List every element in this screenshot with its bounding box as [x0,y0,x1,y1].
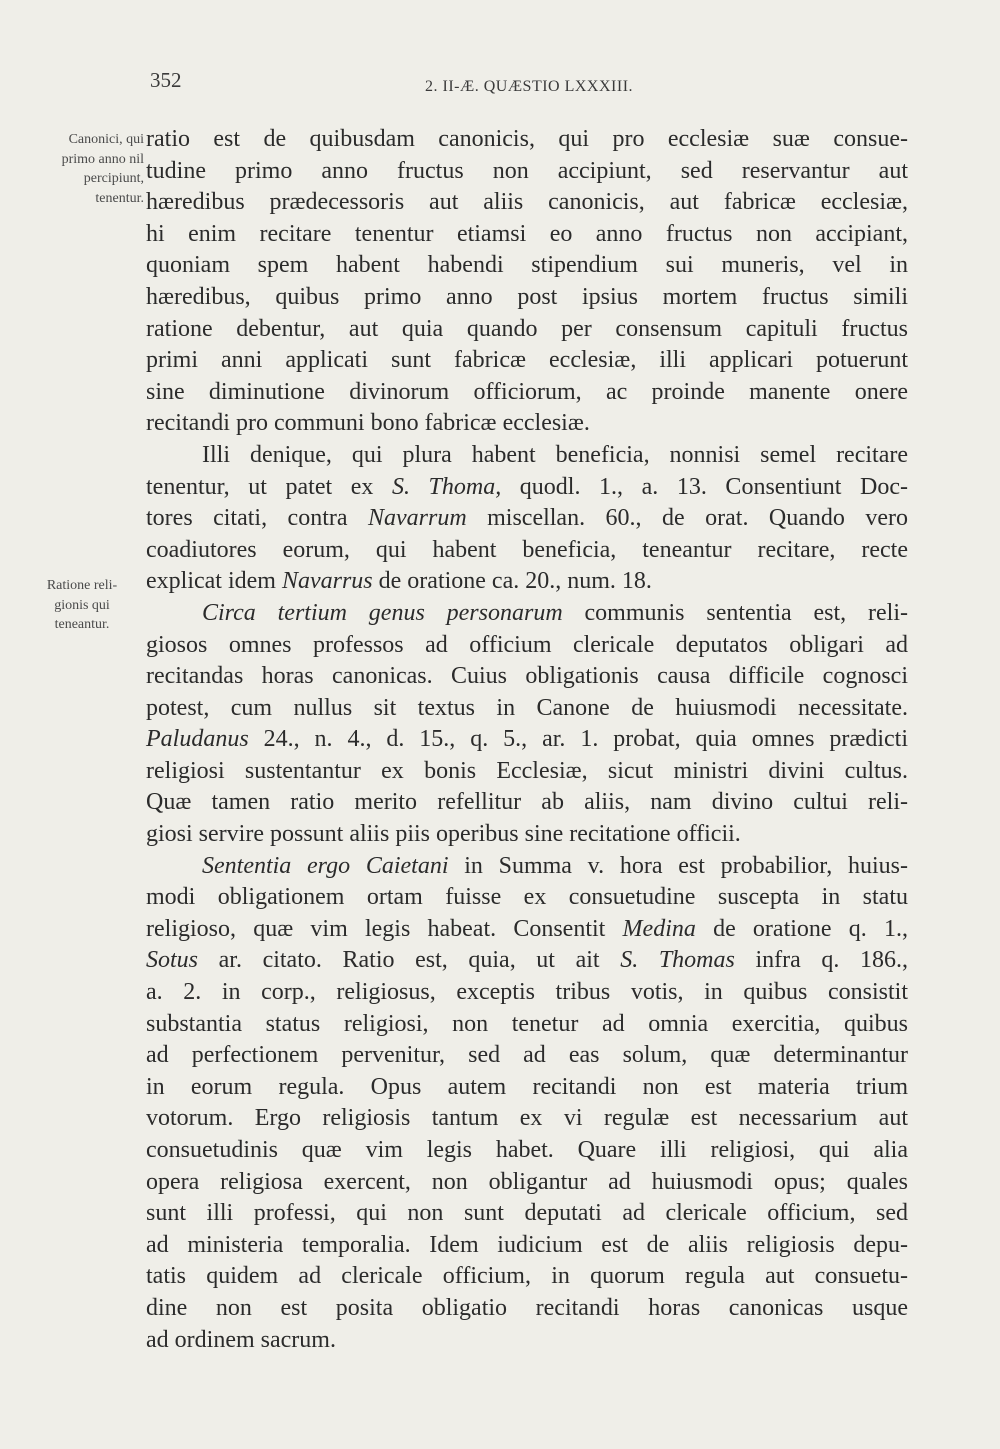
text-segment: a. 2. in corp., religiosus, exceptis tribus votis, in quibus consistit [146,979,908,1006]
text-line [146,1167,908,1199]
italic-text: S. Thomas [620,947,735,974]
text-segment: modi obligationem ortam fuisse ex consuetudine suscepta in statu [146,884,908,911]
text-segment: quoniam spem habent habendi stipendium sui muneris, vel in [146,252,908,279]
text-line [146,566,908,598]
text-segment: communis sententia est, reli- [562,599,908,626]
text-segment: consuetudinis quæ vim legis habet. Quare illi religiosi, qui alia [146,1137,908,1163]
text-line [146,187,908,219]
text-segment: coadiutores eorum, qui habent beneficia, teneantur recitare, recte [146,536,908,563]
text-segment: ad ministeria temporalia. Idem iudicium est de aliis religiosis depu- [146,1231,908,1258]
text-line [146,851,908,883]
text-segment: in eorum regula. Opus autem recitandi non est materia trium [146,1073,908,1100]
text-segment: sunt illi professi, qui non sunt deputati ad clericale officium, sed [146,1200,908,1227]
text-line [146,345,908,377]
text-segment: 24., n. 4., d. 15., q. 5., ar. 1. probat, quia omnes prædicti [248,726,908,753]
text-segment: ad perfectionem pervenitur, sed ad eas solum, quæ determinantur [146,1042,908,1069]
text-segment: de oratione ca. 20., num. 18. [372,568,652,595]
text-line [146,377,908,409]
text-line [146,693,908,725]
text-segment: ratione debentur, aut quia quando per consensum capituli fructus [146,315,908,342]
text-segment: religiosi sustentantur ex bonis Ecclesiæ, sicut ministri divini cultus. [146,757,908,784]
text-line [146,1325,908,1357]
margin-note-line: Ratione reli- [46,578,118,593]
body-text [146,124,908,1356]
text-segment: recitandi pro communi bono fabricæ ecclesiæ. [146,410,590,437]
text-segment: recitandas horas canonicas. Cuius obligationis causa difficile cognosci [146,663,908,690]
italic-text: Navarrum [367,505,467,532]
text-line [146,535,908,567]
text-segment: ar. citato. Ratio est, quia, ut ait [198,947,621,974]
text-segment: votorum. Ergo religiosis tantum ex vi regulæ est necessarium aut [146,1105,908,1132]
text-segment: miscellan. 60., de orat. Quando vero [466,505,909,532]
text-line [146,250,908,282]
text-line [146,977,908,1009]
italic-text: Navarrus [281,568,373,595]
text-line [146,314,908,346]
text-segment: tores citati, contra [146,505,368,532]
text-line [146,945,908,977]
text-line [146,630,908,662]
text-line [146,1261,908,1293]
text-line [146,1293,908,1325]
margin-note-line: teneantur. [54,617,110,632]
text-segment: hi enim recitare tenentur etiamsi eo anno fructus non accipiant, [146,220,908,247]
text-line [146,124,908,156]
italic-text: Medina [622,915,696,942]
italic-text: Sotus [146,947,199,974]
text-segment: sine diminutione divinorum officiorum, ac proinde manente onere [146,378,908,405]
text-segment: tenentur, ut patet ex [146,473,392,500]
text-segment: ad ordinem sacrum. [146,1326,336,1353]
text-segment: explicat idem [146,568,282,595]
text-line [146,472,908,504]
text-segment: religioso, quæ vim legis habeat. Consentit [146,915,623,942]
text-segment: Illi denique, qui plura habent beneficia, nonnisi semel recitare [202,441,908,468]
text-line [146,1009,908,1041]
running-title: 2. II-Æ. QUÆSTIO LXXXIII. [425,78,634,95]
text-segment: tatis quidem ad clericale officium, in quorum regula aut consuetu- [146,1263,908,1290]
text-segment: hæredibus, quibus primo anno post ipsius mortem fructus simili [146,283,908,310]
text-segment: dine non est posita obligatio recitandi horas canonicas usque [146,1294,908,1321]
text-line [146,1040,908,1072]
text-line [146,1103,908,1135]
margin-note-line: primo anno nil [61,151,144,167]
text-segment: infra q. 186., [734,947,908,974]
text-line [146,1072,908,1104]
text-segment: de oratione q. 1., [695,915,908,942]
text-line [146,819,908,851]
margin-note-canonici [32,130,144,208]
text-segment: primi anni applicati sunt fabricæ ecclesiæ, illi applicari potuerunt [146,347,908,374]
text-line [146,914,908,946]
text-line [146,787,908,819]
text-segment: substantia status religiosi, non tenetur ad omnia exercitia, quibus [146,1010,908,1037]
margin-note-line: gionis qui [54,597,110,613]
text-segment: quodl. 1., a. 13. Consentiunt Doc- [501,473,908,500]
text-line [146,1135,908,1167]
text-line [146,1230,908,1262]
text-line [146,408,908,440]
italic-text: Circa tertium genus personarum [202,599,563,626]
text-line [146,724,908,756]
text-line [146,440,908,472]
text-segment: ratio est de quibusdam canonicis, qui pro ecclesiæ suæ consue- [146,126,908,152]
text-line [146,156,908,188]
margin-note-line: tenentur. [95,190,144,206]
italic-text: S. Thoma, [391,473,502,500]
text-segment: hæredibus prædecessoris aut aliis canonicis, aut fabricæ ecclesiæ, [146,189,908,216]
text-line [146,1198,908,1230]
text-segment: giosi servire possunt aliis piis operibus sine recitatione officii. [146,821,741,848]
italic-text: Paludanus [146,726,249,753]
text-line [146,756,908,788]
margin-note-line: Canonici, qui [68,132,144,147]
text-segment: in Summa v. hora est probabilior, huius- [448,852,908,879]
text-segment: opera religiosa exercent, non obligantur ad huiusmodi opus; quales [146,1168,908,1195]
text-segment: potest, cum nullus sit textus in Canone de huiusmodi necessitate. [146,694,908,721]
text-line [146,219,908,251]
text-segment: tudine primo anno fructus non accipiunt, sed reservantur aut [146,157,908,184]
text-segment: Quæ tamen ratio merito refellitur ab aliis, nam divino cultui reli- [146,789,908,816]
margin-note-ratione [26,576,138,635]
text-segment: giosos omnes professos ad officium clericale deputatos obligari ad [146,631,908,658]
text-line [146,282,908,314]
page-number: 352 [150,68,182,92]
margin-note-line: percipiunt, [83,171,144,186]
text-line [146,503,908,535]
text-line [146,882,908,914]
text-line [146,598,908,630]
text-line [146,661,908,693]
italic-text: Sententia ergo Caietani [202,852,449,879]
